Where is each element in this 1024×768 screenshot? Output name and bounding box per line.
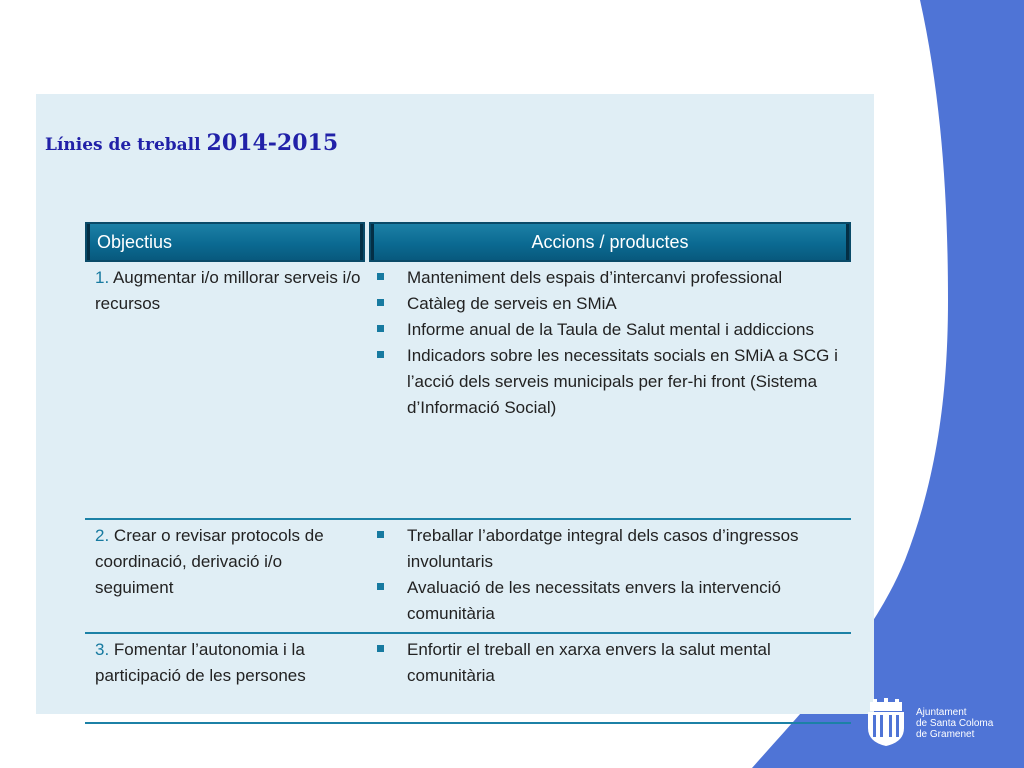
title-text: Línies de treball [45, 135, 207, 155]
list-item [375, 575, 843, 627]
work-lines-table [85, 222, 851, 724]
list-item [375, 317, 843, 343]
actions-list [375, 523, 843, 627]
header-objectives: Objectius [85, 222, 365, 262]
square-bullet-icon [377, 325, 384, 332]
municipal-logo [864, 698, 993, 748]
actions-cell [369, 634, 851, 722]
objective-number: 1. [95, 268, 110, 287]
logo-text [916, 707, 993, 740]
header-actions: Accions / productes [369, 222, 851, 262]
slide-title [45, 130, 338, 156]
square-bullet-icon [377, 273, 384, 280]
action-text: Treballar l’abordatge integral dels casos d’ingressos involuntaris [407, 526, 799, 571]
logo-line: Ajuntament [916, 706, 967, 718]
objective-text: Augmentar i/o millorar serveis i/o recursos [95, 268, 361, 313]
action-text: Avaluació de les necessitats envers la intervenció comunitària [407, 578, 781, 623]
objective-text: Fomentar l’autonomia i la participació de les persones [95, 640, 306, 685]
objective-text: Crear o revisar protocols de coordinació, derivació i/o seguiment [95, 526, 324, 597]
title-years: 2014-2015 [206, 130, 339, 156]
square-bullet-icon [377, 531, 384, 538]
list-item [375, 291, 843, 317]
table-header [85, 222, 851, 262]
action-text: Catàleg de serveis en SMiA [407, 294, 617, 313]
objective-number: 2. [95, 526, 110, 545]
actions-cell [369, 520, 851, 632]
square-bullet-icon [377, 645, 384, 652]
square-bullet-icon [377, 351, 384, 358]
action-text: Enfortir el treball en xarxa envers la salut mental comunitària [407, 640, 771, 685]
list-item [375, 637, 843, 689]
objective-number: 3. [95, 640, 110, 659]
square-bullet-icon [377, 299, 384, 306]
square-bullet-icon [377, 583, 384, 590]
objective-cell [85, 634, 369, 722]
logo-line: de Santa Coloma [916, 717, 994, 729]
action-text: Informe anual de la Taula de Salut mental i addiccions [407, 320, 814, 339]
logo-line: de Gramenet [916, 728, 975, 740]
objective-cell [85, 262, 369, 518]
list-item [375, 265, 843, 291]
action-text: Indicadors sobre les necessitats socials en SMiA a SCG i l’acció dels serveis municipals per fer-hi front (Sistema d’Informació Social) [407, 346, 838, 417]
actions-cell [369, 262, 851, 518]
objective-cell [85, 520, 369, 632]
table-row [85, 634, 851, 724]
table-row [85, 262, 851, 520]
actions-list [375, 637, 843, 689]
actions-list [375, 265, 843, 421]
list-item [375, 523, 843, 575]
table-row [85, 520, 851, 634]
list-item [375, 343, 843, 421]
action-text: Manteniment dels espais d’intercanvi professional [407, 268, 783, 287]
city-crest-icon [864, 698, 908, 748]
